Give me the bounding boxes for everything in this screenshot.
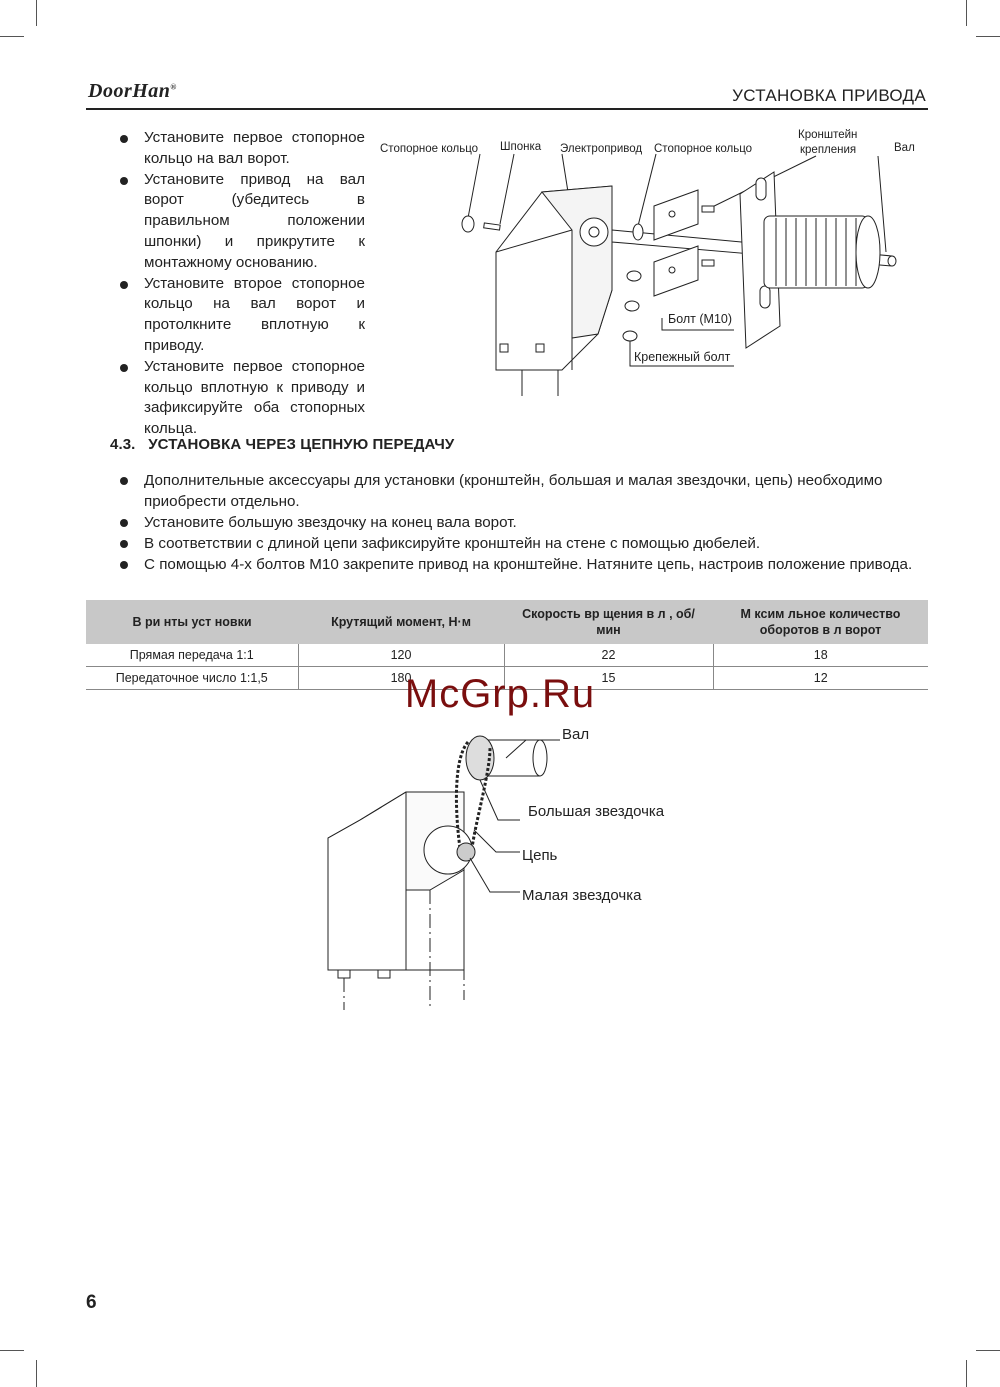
table-cell: 12	[713, 667, 928, 690]
label-bracket-line1: Кронштейн	[798, 129, 858, 141]
brand-name: DoorHan	[88, 80, 171, 102]
watermark: McGrp.Ru	[404, 672, 596, 716]
list-item: Установите привод на вал ворот (убедитесь в правильном положении шпонки) и прикрутите к монтажному основанию.	[110, 170, 365, 274]
page-section-title: УСТАНОВКА ПРИВОДА	[732, 86, 926, 105]
install-steps-list	[110, 128, 365, 440]
table-cell: 15	[504, 667, 713, 690]
label-retaining-ring-2: Стопорное кольцо	[654, 143, 753, 155]
table-header-row	[86, 600, 928, 644]
crop-mark	[966, 0, 967, 26]
col-header: В ри нты уст новки	[86, 600, 298, 644]
small-sprocket-part	[457, 843, 475, 861]
list-item: В соответствии с длиной цепи зафиксируйте кронштейн на стене с помощью дюбелей.	[110, 533, 928, 554]
list-item: Установите первое стопорное кольцо вплотную к приводу и зафиксируйте оба стопорных кольца.	[110, 357, 365, 440]
drive-housing	[496, 186, 612, 396]
col-header: Скорость вр щения в л , об/мин	[504, 600, 713, 644]
drum-coil	[764, 216, 880, 288]
label-bolt: Болт (М10)	[668, 312, 733, 326]
label-shaft: Вал	[894, 142, 915, 154]
label-fix-bolt: Крепежный болт	[634, 350, 731, 364]
list-item: С помощью 4-х болтов М10 закрепите привод на кронштейне. Натяните цепь, настроив положение привода.	[110, 554, 928, 575]
section-number: 4.3.	[110, 436, 136, 453]
list-item: Установите первое стопорное кольцо на вал ворот.	[110, 128, 365, 170]
leader-line	[468, 154, 480, 218]
table-cell: 180	[298, 667, 504, 690]
crop-mark	[0, 1350, 24, 1351]
table-cell: Передаточное число 1:1,5	[86, 667, 298, 690]
key-part	[484, 223, 501, 230]
label-retaining-ring-1: Стопорное кольцо	[380, 143, 479, 155]
label-small-sprocket: Малая звездочка	[522, 887, 642, 904]
label-drive: Электропривод	[560, 143, 643, 155]
label-chain: Цепь	[522, 847, 558, 864]
drive-housing	[328, 792, 472, 978]
section-title: УСТАНОВКА ЧЕРЕЗ ЦЕПНУЮ ПЕРЕДАЧУ	[148, 436, 455, 453]
label-shaft: Вал	[562, 726, 590, 743]
crop-mark	[36, 0, 37, 26]
col-header: Крутящий момент, Н·м	[298, 600, 504, 644]
brand-logo	[88, 80, 177, 103]
col-header: М ксим льное количество оборотов в л ворот	[713, 600, 928, 644]
fix-bolt-part	[623, 271, 641, 341]
list-item: Установите большую звездочку на конец вала ворот.	[110, 512, 928, 533]
chain-steps-list	[110, 470, 928, 575]
crop-mark	[36, 1360, 37, 1387]
list-item: Установите второе стопорное кольцо на вал ворот и протолкните вплотную к приводу.	[110, 274, 365, 357]
list-item: Дополнительные аксессуары для установки (кронштейн, большая и малая звездочки, цепь) необходимо приобрести отдельно.	[110, 470, 928, 512]
retaining-ring-part	[462, 216, 474, 232]
table-cell: 18	[713, 644, 928, 667]
header-rule	[86, 108, 928, 110]
page-number: 6	[86, 1292, 97, 1313]
label-bracket-line2: крепления	[800, 144, 857, 156]
section-heading	[110, 436, 454, 453]
label-big-sprocket: Большая звездочка	[528, 803, 665, 820]
table-cell: 22	[504, 644, 713, 667]
leader-line	[562, 154, 568, 192]
crop-mark	[966, 1360, 967, 1387]
label-key: Шпонка	[500, 141, 542, 153]
leader-line	[638, 154, 656, 226]
shaft-install-diagram	[372, 120, 932, 410]
crop-mark	[0, 36, 24, 37]
table-cell: Прямая передача 1:1	[86, 644, 298, 667]
table-row	[86, 644, 928, 667]
table-cell: 120	[298, 644, 504, 667]
brand-registered-mark: ®	[170, 82, 177, 92]
big-sprocket-part	[466, 736, 494, 780]
leader-line	[500, 154, 514, 224]
chain-drive-diagram	[320, 720, 700, 1020]
crop-mark	[976, 1350, 1000, 1351]
retaining-ring-part	[633, 224, 643, 240]
crop-mark	[976, 36, 1000, 37]
